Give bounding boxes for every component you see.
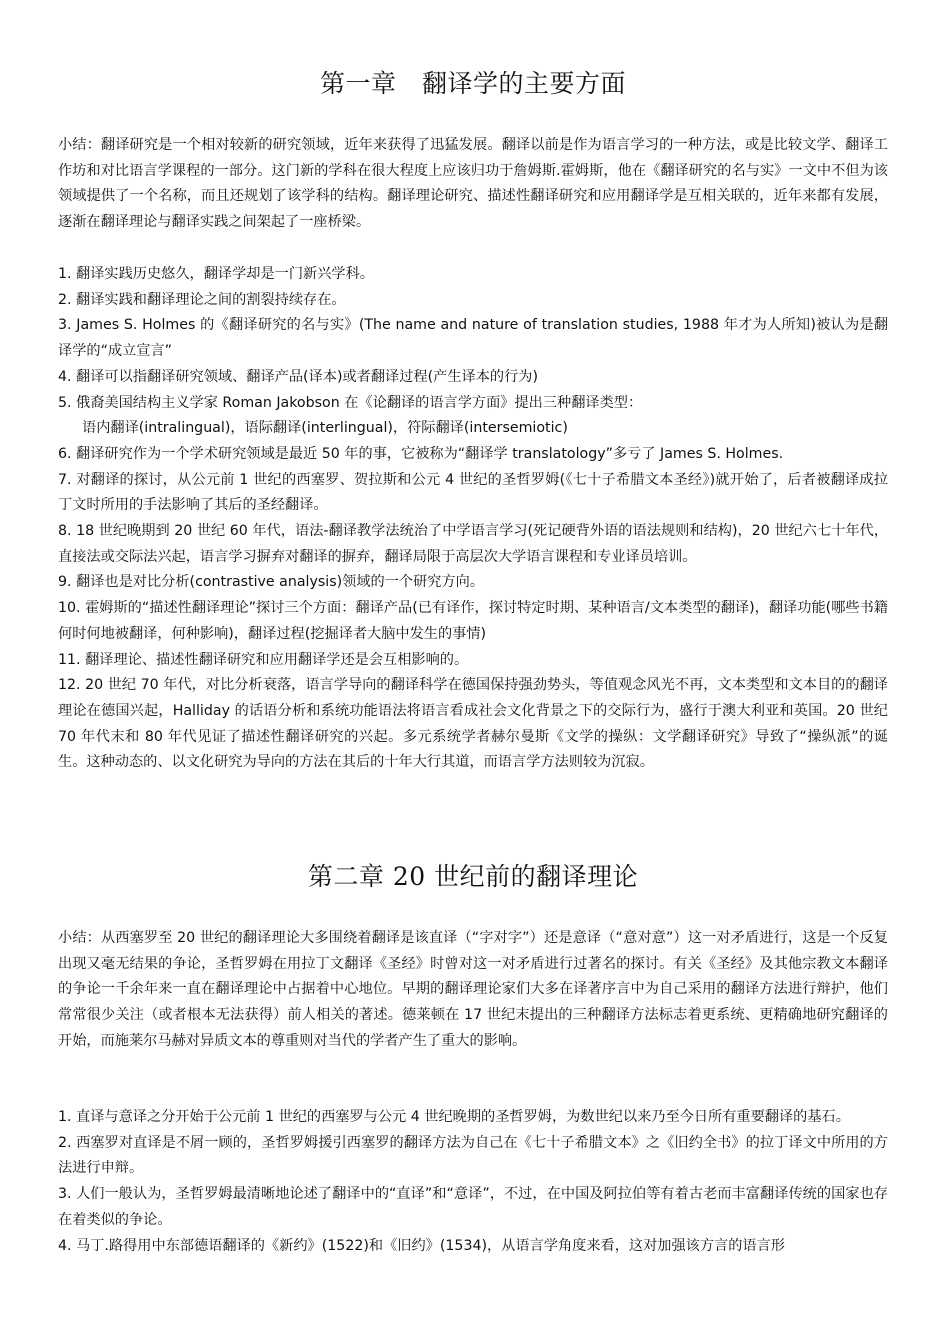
list-item: 1. 直译与意译之分开始于公元前 1 世纪的西塞罗与公元 4 世纪晚期的圣哲罗姆，为数世纪以来乃至今日所有重要翻译的基石。 <box>58 1109 850 1125</box>
chapter-1-title: 第一章 翻译学的主要方面 <box>319 69 626 98</box>
chapter-2-summary: 小结：从西塞罗至 20 世纪的翻译理论大多围绕着翻译是该直译（“字对字”）还是意译（“意对意”）这一对矛盾进行，这是一个反复出现又毫无结果的争论，圣哲罗姆在用拉丁文翻译《圣经》时曾对这一对矛盾进行过著名的探讨。有关《圣经》及其他宗教文本翻译的争论一千余年来一直在翻译理论中占据着中心地位。早期的翻译理论家们大多在译著序言中为自己采用的翻译方法进行辩护，他们常常很少关注（或者根本无法获得）前人相关的著述。德莱顿在 17 世纪末提出的三种翻译方法标志着更系统、更精确地研究翻译的开始，而施莱尔马赫对异质文本的尊重则对当代的学者产生了重大的影响。 <box>58 930 888 1049</box>
list-item: 9. 翻译也是对比分析(contrastive analysis)领域的一个研究方向。 <box>58 574 485 591</box>
chapter-2-point-list <box>58 1105 888 1259</box>
list-item-continuation: 语内翻译(intralingual)，语际翻译(interlingual)，符际翻译(intersemiotic) <box>82 420 568 437</box>
chapter-1-point-list <box>58 262 888 776</box>
list-item: 2. 西塞罗对直译是不屑一顾的，圣哲罗姆援引西塞罗的翻译方法为自己在《七十子希腊文本》之《旧约全书》的拉丁译文中所用的方法进行申辩。 <box>58 1134 888 1177</box>
list-item: 6. 翻译研究作为一个学术研究领域是最近 50 年的事，它被称为“翻译学 translatology”多亏了 James S. Holmes. <box>58 445 784 462</box>
list-item: 2. 翻译实践和翻译理论之间的割裂持续存在。 <box>58 291 346 308</box>
list-item: 12. 20 世纪 70 年代，对比分析衰落，语言学导向的翻译科学在德国保持强劲势头，等值观念风光不再，文本类型和文本目的的翻译理论在德国兴起，Halliday 的话语分析和系统功能语法将语言看成社会文化背景之下的交际行为，盛行于澳大利亚和英国。20 世纪 70 年代末和 80 年代见证了描述性翻译研究的兴起。多元系统学者赫尔曼斯《文学的操纵：文学翻译研究》导致了“操纵派”的诞生。这种动态的、以文化研究为导向的方法在其后的十年大行其道，而语言学方法则较为沉寂。 <box>58 677 888 771</box>
list-item: 11. 翻译理论、描述性翻译研究和应用翻译学还是会互相影响的。 <box>58 651 469 668</box>
list-item: 5. 俄裔美国结构主义学家 Roman Jakobson 在《论翻译的语言学方面》提出三种翻译类型： <box>58 394 643 411</box>
list-item: 4. 马丁.路得用中东部德语翻译的《新约》(1522)和《旧约》(1534)，从语言学角度来看，这对加强该方言的语言形 <box>58 1237 785 1254</box>
list-item: 4. 翻译可以指翻译研究领域、翻译产品(译本)或者翻译过程(产生译本的行为) <box>58 368 539 385</box>
list-item: 10. 霍姆斯的“描述性翻译理论”探讨三个方面：翻译产品(已有译作，探讨特定时期、某种语言/文本类型的翻译)，翻译功能(哪些书籍何时何地被翻译，何种影响)，翻译过程(挖掘译者大脑中发生的事情) <box>58 600 888 642</box>
list-item: 3. 人们一般认为，圣哲罗姆最清晰地论述了翻译中的“直译”和“意译”，不过，在中国及阿拉伯等有着古老而丰富翻译传统的国家也存在着类似的争论。 <box>58 1186 888 1228</box>
list-item: 1. 翻译实践历史悠久，翻译学却是一门新兴学科。 <box>58 266 374 282</box>
list-item: 8. 18 世纪晚期到 20 世纪 60 年代，语法-翻译教学法统治了中学语言学习(死记硬背外语的语法规则和结构)，20 世纪六七十年代，直接法或交际法兴起，语言学习摒弃对翻译的摒弃，翻译局限于高层次大学语言课程和专业译员培训。 <box>58 523 888 565</box>
list-item: 7. 对翻译的探讨，从公元前 1 世纪的西塞罗、贺拉斯和公元 4 世纪的圣哲罗姆(《七十子希腊文本圣经》)就开始了，后者被翻译成拉丁文时所用的手法影响了其后的圣经翻译。 <box>58 471 888 514</box>
chapter-2-title: 第二章 20 世纪前的翻译理论 <box>307 862 639 891</box>
list-item: 3. James S. Holmes 的《翻译研究的名与实》(The name and nature of translation studies, 1988 年才为人所知)被认为是翻译学的“成立宣言” <box>58 317 888 360</box>
chapter-1-summary: 小结：翻译研究是一个相对较新的研究领域，近年来获得了迅猛发展。翻译以前是作为语言学习的一种方法，或是比较文学、翻译工作坊和对比语言学课程的一部分。这门新的学科在很大程度上应该归功于詹姆斯.霍姆斯，他在《翻译研究的名与实》一文中不但为该领域提供了一个名称，而且还规划了该学科的结构。翻译理论研究、描述性翻译研究和应用翻译学是互相关联的，近年来都有发展，逐渐在翻译理论与翻译实践之间架起了一座桥梁。 <box>58 137 888 231</box>
